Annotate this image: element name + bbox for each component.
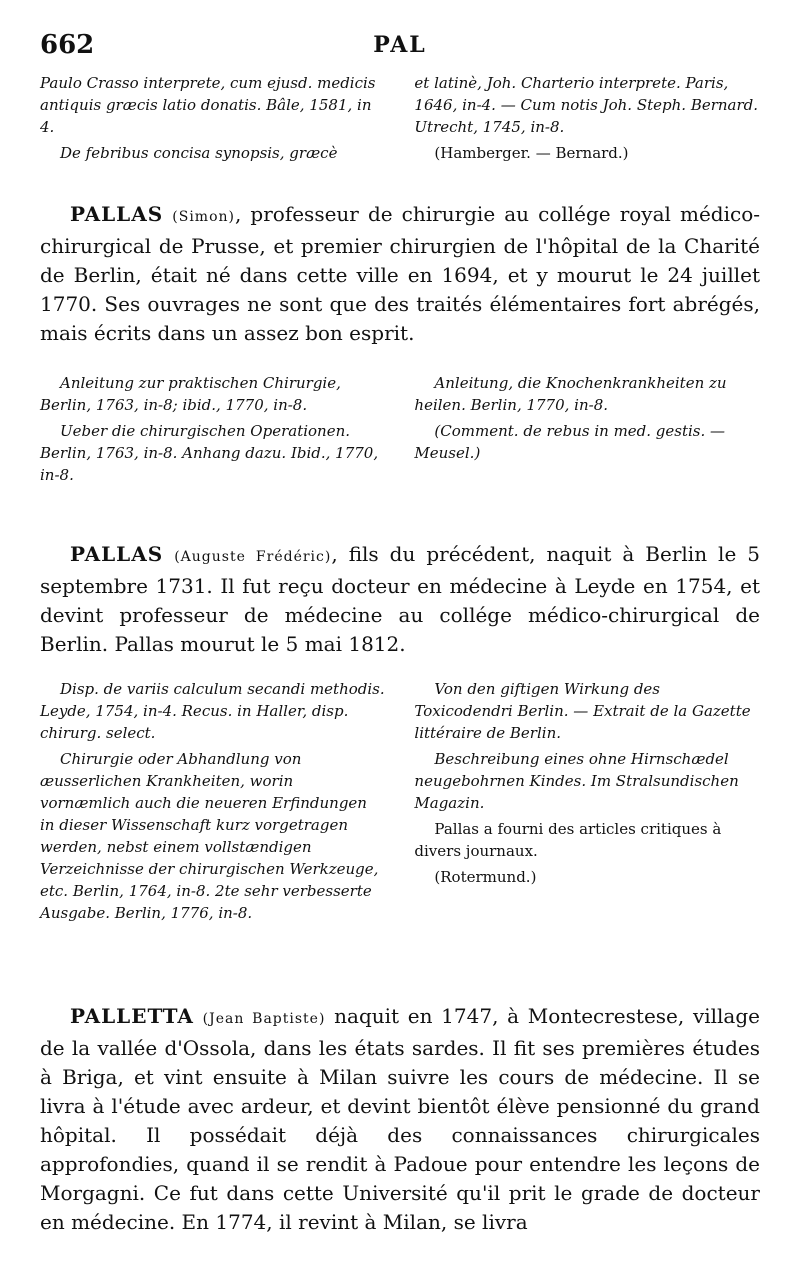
top-references-left (40, 72, 386, 168)
entry-text: , professeur de chirurgie au collége royal médico-chirurgical de Prusse, et premier chirurgien de l'hôpital de la Charité de Berlin, était né dans cette ville en 1694, et y mourut le 24 juillet 1770. Ses ouvrages ne sont que des traités élémentaires fort abrégés, mais écrits dans un assez bon esprit. (40, 202, 760, 345)
entry-given-name: (Auguste Frédéric) (174, 549, 332, 565)
references-pallas-simon (40, 372, 760, 490)
entry-pallas-simon (40, 200, 760, 348)
reference-item: et latinè, Joh. Charterio interprete. Paris, 1646, in-4. — Cum notis Joh. Steph. Bernard. Utrecht, 1745, in-8. (414, 74, 759, 136)
references-left (40, 678, 386, 928)
reference-item: Anleitung zur praktischen Chirurgie, Berlin, 1763, in-8; ibid., 1770, in-8. (40, 374, 341, 414)
reference-item: De febribus concisa synopsis, græcè (60, 144, 338, 162)
references-pallas-auguste (40, 678, 760, 928)
reference-item: (Rotermund.) (434, 868, 537, 886)
reference-item: (Hamberger. — Bernard.) (434, 144, 629, 162)
entry-pallas-auguste (40, 540, 760, 659)
reference-item: Anleitung, die Knochenkrankheiten zu heilen. Berlin, 1770, in-8. (414, 374, 727, 414)
entry-palletta (40, 1002, 760, 1237)
entry-text: , fils du précédent, naquit à Berlin le 5 septembre 1731. Il fut reçu docteur en médecine à Leyde en 1754, et devint professeur de médecine au collége médico-chirurgical de Berlin. Pallas mourut le 5 mai 1812. (40, 542, 761, 656)
top-references (40, 72, 760, 168)
references-right (414, 678, 760, 928)
page-number: 662 (40, 30, 95, 60)
reference-item: Chirurgie oder Abhandlung von æusserlichen Krankheiten, worin vornæmlich auch die neueren Erfindungen in dieser Wissenschaft kurz vorgetragen werden, nebst einem vollstændigen Verzeichnisse der chirurgischen Werkzeuge, etc. Berlin, 1764, in-8. 2te sehr verbesserte Ausgabe. Berlin, 1776, in-8. (40, 750, 379, 922)
reference-item: Paulo Crasso interprete, cum ejusd. medicis antiquis græcis latio donatis. Bâle, 1581, in 4. (40, 74, 376, 136)
entry-given-name: (Jean Baptiste) (202, 1011, 326, 1027)
running-title: PAL (373, 32, 427, 58)
reference-item: Ueber die chirurgischen Operationen. Berlin, 1763, in-8. Anhang dazu. Ibid., 1770, in-8. (40, 422, 379, 484)
entry-text: naquit en 1747, à Montecrestese, village de la vallée d'Ossola, dans les états sardes. Il fit ses premières études à Briga, et vint ensuite à Milan suivre les cours de médecine. Il se livra à l'étude avec ardeur, et devint bientôt élève pensionné du grand hôpital. Il possédait déjà des connaissances chirurgicales approfondies, quand il se rendit à Padoue pour entendre les leçons de Morgagni. Ce fut dans cette Université qu'il prit le grade de docteur en médecine. En 1774, il revint à Milan, se livra (40, 1004, 760, 1234)
entry-name: PALLAS (70, 542, 164, 566)
top-references-right (414, 72, 760, 168)
reference-item: Von den giftigen Wirkung des Toxicodendri Berlin. — Extrait de la Gazette littéraire de Berlin. (414, 680, 751, 742)
entry-name: PALLETTA (70, 1004, 194, 1028)
reference-item: (Comment. de rebus in med. gestis. —Meusel.) (414, 422, 726, 462)
reference-item: Pallas a fourni des articles critiques à divers journaux. (414, 820, 722, 860)
page-header (40, 30, 760, 66)
references-right (414, 372, 760, 490)
references-left (40, 372, 386, 490)
entry-given-name: (Simon) (172, 209, 235, 225)
reference-item: Disp. de variis calculum secandi methodis. Leyde, 1754, in-4. Recus. in Haller, disp. chirurg. select. (40, 680, 385, 742)
reference-item: Beschreibung eines ohne Hirnschædel neugebohrnen Kindes. Im Stralsundischen Magazin. (414, 750, 739, 812)
entry-name: PALLAS (70, 202, 164, 226)
